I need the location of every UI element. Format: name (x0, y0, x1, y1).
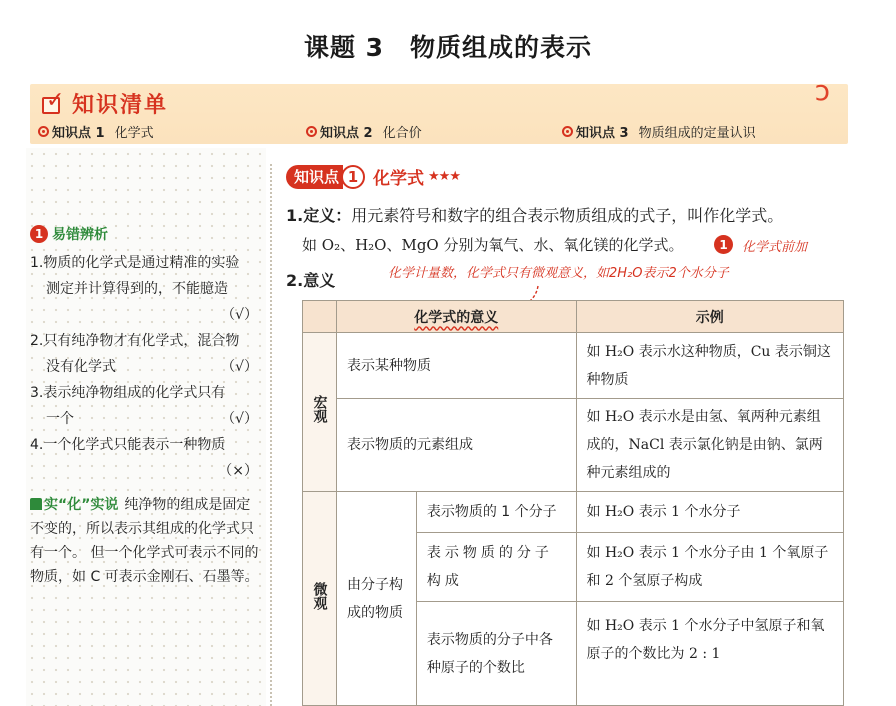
target-icon (306, 126, 317, 137)
definition-label: 1.定义： (286, 206, 352, 225)
knowledge-point-title: 化学式 (373, 169, 425, 189)
page-title: 课题 3 物质组成的表示 (303, 33, 593, 62)
table-header-meaning: 化学式的意义 (336, 301, 576, 333)
table-cell-group: 由分子构成的物质 (336, 492, 416, 706)
list-item: 2.只有纯净物才有化学式，混合物 没有化学式 （√） (30, 328, 262, 380)
checkbox-icon: ✓ (40, 92, 66, 116)
fact-body: 纯净物的组成是固定不变的，所以表示其组成的化学式只有一个。 但一个化学式可表示不同的物质，如 C 可表示金刚石、石墨等。 (30, 497, 259, 585)
banner-heading (40, 88, 168, 119)
target-icon (38, 126, 49, 137)
column-divider (270, 164, 272, 706)
example-text: 如 O₂、H₂O、MgO 分别为氧气、水、氧化镁的化学式。 (302, 236, 684, 254)
table-cell-meaning: 表示某种物质 (336, 333, 576, 399)
star-icon: ★★★ (428, 169, 460, 184)
table-cell-example: 如 H₂O 表示水是由氢、氧两种元素组成的，NaCl 表示氯化钠是由钠、氯两种元素组成的 (576, 399, 843, 492)
banner-point-3[interactable]: 知识点 3 物质组成的定量认识 (562, 122, 756, 141)
answer-mark: （×） (218, 463, 258, 479)
number-badge: 1 (30, 225, 48, 243)
answer-mark: （√） (221, 411, 258, 427)
table-cell-example: 如 H₂O 表示 1 个水分子由 1 个氧原子和 2 个氢原子构成 (576, 533, 843, 602)
knowledge-point-heading (286, 164, 460, 189)
micro-label: 微观 (303, 492, 337, 706)
target-icon (562, 126, 573, 137)
table-row (303, 333, 844, 399)
annotation-badge: 1 (714, 235, 737, 254)
table-cell-meaning: 表示物质的分子构成 (416, 533, 576, 602)
table-header-row (303, 301, 844, 333)
error-analysis-title: 易错辨析 (52, 227, 108, 243)
fact-title: 实“化”实说 (44, 497, 119, 513)
fact-note (30, 493, 262, 589)
list-item: 4.一个化学式只能表示一种物质 （×） (30, 432, 262, 484)
definition-text: 用元素符号和数字的组合表示物质组成的式子，叫作化学式。 (351, 206, 784, 225)
table-cell-example: 如 H₂O 表示 1 个水分子 (576, 492, 843, 533)
table-cell-example: 如 H₂O 表示 1 个水分子中氢原子和氧原子的个数比为 2 : 1 (576, 602, 843, 706)
table-cell-meaning: 表示物质的元素组成 (336, 399, 576, 492)
list-item: 1.物质的化学式是通过精准的实验 测定并计算得到的，不能臆造 （√） (30, 250, 262, 328)
swirl-icon: ↄ (814, 74, 830, 107)
knowledge-list-banner (30, 74, 848, 144)
banner-point-1[interactable]: 知识点 1 化学式 (38, 122, 154, 141)
house-icon (30, 498, 42, 510)
list-item: 3.表示纯净物组成的化学式只有 一个 （√） (30, 380, 262, 432)
table-row (303, 399, 844, 492)
banner-point-2[interactable]: 知识点 2 化合价 (306, 122, 422, 141)
answer-mark: （√） (221, 307, 258, 323)
meaning-table (302, 300, 844, 706)
handwritten-note-line1: 化学式前加 (742, 240, 808, 255)
table-cell-example: 如 H₂O 表示水这种物质，Cu 表示铜这种物质 (576, 333, 843, 399)
table-header-blank (303, 301, 337, 333)
table-row (303, 492, 844, 533)
table-cell-meaning: 表示物质的 1 个分子 (416, 492, 576, 533)
meaning-label: 2.意义 (286, 271, 336, 290)
definition (286, 203, 783, 226)
macro-label: 宏观 (303, 333, 337, 492)
banner-title: 知识清单 (72, 92, 169, 118)
error-list (30, 250, 262, 484)
handwritten-note-line2: 化学计量数，化学式只有微观意义，如2H₂O表示2个水分子 (388, 266, 729, 281)
table-header-example: 示例 (576, 301, 843, 333)
answer-mark: （√） (221, 359, 258, 375)
knowledge-point-tag: 知识点 (286, 165, 343, 189)
error-analysis-heading (30, 224, 108, 244)
knowledge-point-number: 1 (341, 165, 365, 189)
table-cell-meaning: 表示物质的分子中各种原子的个数比 (416, 602, 576, 706)
